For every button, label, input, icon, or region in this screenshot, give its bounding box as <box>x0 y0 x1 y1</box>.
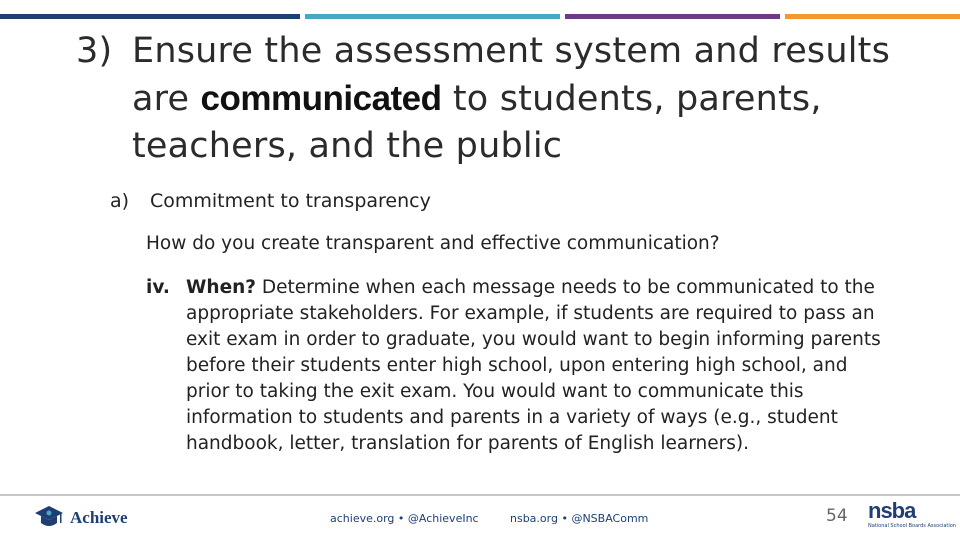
nsba-logo-letters: nsba <box>868 498 916 523</box>
title-after: to students, parents, teachers, and the public <box>132 79 822 166</box>
achieve-graduation-icon <box>34 505 64 531</box>
title-text <box>132 28 932 170</box>
nsba-logo-text <box>868 500 928 522</box>
achieve-logo <box>34 504 128 532</box>
achieve-link[interactable]: achieve.org • @AchieveInc <box>330 512 479 525</box>
top-bar-orange <box>785 14 960 19</box>
title-before: Ensure the assessment system and results are <box>132 31 891 119</box>
question-text: How do you create transparent and effective communication? <box>146 233 720 254</box>
achieve-name: Achieve <box>70 508 128 527</box>
item-body <box>186 275 891 457</box>
title-number: 3) <box>76 31 113 71</box>
nsba-logo <box>868 498 956 532</box>
item-lead: When? <box>186 277 257 298</box>
page-number: 54 <box>826 506 848 526</box>
top-bar-teal <box>305 14 560 19</box>
top-bar-purple <box>565 14 780 19</box>
footer-divider <box>0 494 960 496</box>
nsba-link[interactable]: nsba.org • @NSBAComm <box>510 512 649 525</box>
nsba-tagline: National School Boards Association <box>868 523 956 529</box>
subpoint-marker: a) <box>110 190 130 212</box>
top-bar-navy <box>0 14 300 19</box>
subpoint-label: Commitment to transparency <box>150 190 431 212</box>
title-emphasis: communicated <box>200 79 442 118</box>
item-marker: iv. <box>146 277 170 298</box>
item-text: Determine when each message needs to be communicated to the appropriate stakeholders. For example, if students are required to pass an exit exam in order to graduate, you would want to begin informing parents before their students enter high school, upon entering high school, and prior to taking the exit exam. You would want to communicate this information to students and parents in a variety of ways (e.g., student handbook, letter, translation for parents of English learners). <box>186 277 881 454</box>
